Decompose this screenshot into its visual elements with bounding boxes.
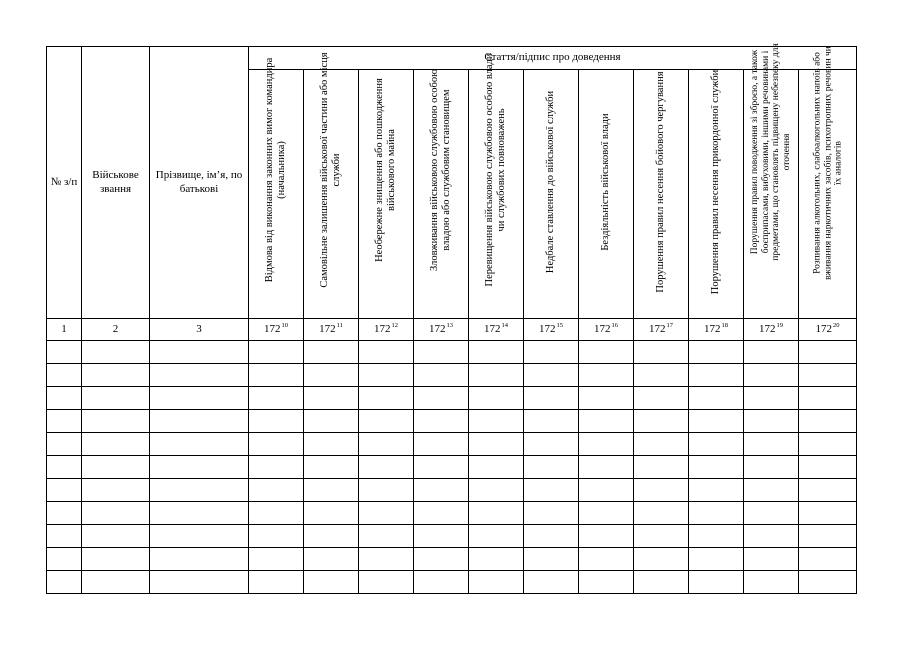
table-cell[interactable]	[304, 364, 359, 387]
table-cell[interactable]	[744, 479, 799, 502]
roster-table	[46, 43, 857, 594]
table-row	[47, 387, 857, 410]
article-suffix: 15	[556, 322, 563, 330]
table-row	[47, 341, 857, 364]
table-cell[interactable]	[469, 387, 524, 410]
table-cell[interactable]	[82, 571, 150, 594]
table-cell[interactable]	[469, 571, 524, 594]
article-header-8	[634, 70, 689, 319]
table-cell[interactable]	[150, 410, 249, 433]
table-cell[interactable]	[359, 571, 414, 594]
table-cell[interactable]	[689, 410, 744, 433]
table-cell[interactable]	[249, 387, 304, 410]
table-cell[interactable]	[414, 387, 469, 410]
table-cell[interactable]	[150, 387, 249, 410]
table-cell[interactable]	[744, 410, 799, 433]
table-cell[interactable]	[304, 502, 359, 525]
table-cell[interactable]	[799, 479, 857, 502]
table-cell[interactable]	[524, 410, 579, 433]
table-cell[interactable]	[47, 433, 82, 456]
table-row	[47, 571, 857, 594]
table-cell[interactable]	[634, 341, 689, 364]
table-cell[interactable]	[304, 341, 359, 364]
table-row	[47, 479, 857, 502]
table-cell[interactable]	[469, 410, 524, 433]
table-cell[interactable]	[82, 548, 150, 571]
table-cell[interactable]	[689, 387, 744, 410]
table-cell[interactable]	[150, 502, 249, 525]
table-cell[interactable]	[524, 502, 579, 525]
table-cell[interactable]	[799, 571, 857, 594]
table-cell[interactable]	[414, 364, 469, 387]
table-cell[interactable]	[524, 456, 579, 479]
article-title-4: Зловживання військовою службовою особою владою або службовим становищем	[429, 69, 452, 271]
article-number-3	[359, 319, 414, 341]
article-suffix: 20	[833, 322, 840, 330]
table-cell[interactable]	[82, 387, 150, 410]
table-cell[interactable]	[524, 387, 579, 410]
table-cell[interactable]	[150, 548, 249, 571]
table-cell[interactable]	[414, 433, 469, 456]
table-cell[interactable]	[579, 479, 634, 502]
table-cell[interactable]	[249, 410, 304, 433]
table-cell[interactable]	[47, 341, 82, 364]
table-cell[interactable]	[579, 387, 634, 410]
table-cell[interactable]	[150, 364, 249, 387]
table-cell[interactable]	[744, 364, 799, 387]
table-cell[interactable]	[469, 479, 524, 502]
table-cell[interactable]	[524, 364, 579, 387]
table-cell[interactable]	[799, 364, 857, 387]
table-cell[interactable]	[579, 502, 634, 525]
article-header-6	[524, 70, 579, 319]
table-cell[interactable]	[689, 548, 744, 571]
table-cell[interactable]	[304, 433, 359, 456]
table-cell[interactable]	[150, 456, 249, 479]
table-cell[interactable]	[82, 364, 150, 387]
table-cell[interactable]	[414, 525, 469, 548]
table-cell[interactable]	[799, 433, 857, 456]
article-base: 172	[374, 323, 391, 336]
article-suffix: 18	[721, 322, 728, 330]
table-cell[interactable]	[469, 341, 524, 364]
article-base: 172	[319, 323, 336, 336]
table-cell[interactable]	[634, 571, 689, 594]
article-title-10: Порушення правил поводження зі зброєю, а також боєприпасами, вибуховими, іншими речовинами і предметами, що становлять підвищену небезпеку для оточення	[750, 43, 792, 261]
table-cell[interactable]	[150, 433, 249, 456]
header-rank-text: Військове звання	[92, 168, 139, 195]
table-cell[interactable]	[304, 479, 359, 502]
article-number-5	[469, 319, 524, 341]
table-cell[interactable]	[524, 433, 579, 456]
table-cell[interactable]	[249, 548, 304, 571]
col-number-2: 2	[82, 319, 150, 341]
article-suffix: 14	[501, 322, 508, 330]
table-cell[interactable]	[414, 456, 469, 479]
article-number-2	[304, 319, 359, 341]
article-base: 172	[594, 323, 611, 336]
col-number-3: 3	[150, 319, 249, 341]
header-articles-group-text: Стаття/підпис про доведення	[484, 51, 621, 64]
table-cell[interactable]	[634, 502, 689, 525]
header-full-name-text: Прізвище, ім’я, по батькові	[155, 168, 243, 195]
table-cell[interactable]	[689, 525, 744, 548]
table-cell[interactable]	[634, 433, 689, 456]
table-cell[interactable]	[744, 456, 799, 479]
article-title-8: Порушення правил несення бойового чергування	[655, 71, 666, 293]
table-cell[interactable]	[359, 433, 414, 456]
table-cell[interactable]	[47, 525, 82, 548]
table-cell[interactable]	[359, 479, 414, 502]
table-cell[interactable]	[469, 548, 524, 571]
article-suffix: 17	[666, 322, 673, 330]
article-number-11	[799, 319, 857, 341]
table-cell[interactable]	[47, 387, 82, 410]
table-cell[interactable]	[150, 571, 249, 594]
table-cell[interactable]	[524, 479, 579, 502]
table-cell[interactable]	[359, 341, 414, 364]
table-cell[interactable]	[579, 571, 634, 594]
table-cell[interactable]	[634, 456, 689, 479]
article-suffix: 11	[336, 322, 343, 330]
article-number-9	[689, 319, 744, 341]
table-cell[interactable]	[469, 525, 524, 548]
table-cell[interactable]	[689, 456, 744, 479]
table-cell[interactable]	[82, 525, 150, 548]
table-cell[interactable]	[414, 341, 469, 364]
table-cell[interactable]	[414, 410, 469, 433]
article-base: 172	[539, 323, 556, 336]
table-cell[interactable]	[47, 456, 82, 479]
table-cell[interactable]	[689, 341, 744, 364]
table-cell[interactable]	[469, 456, 524, 479]
table-cell[interactable]	[524, 341, 579, 364]
table-cell[interactable]	[304, 571, 359, 594]
table-cell[interactable]	[47, 502, 82, 525]
article-title-6: Недбале ставлення до військової служби	[545, 90, 556, 274]
table-cell[interactable]	[150, 479, 249, 502]
article-title-5: Перевищення військовою службовою особою влади чи службових повноважень	[484, 53, 507, 287]
table-cell[interactable]	[82, 502, 150, 525]
article-number-6	[524, 319, 579, 341]
col-number-1: 1	[47, 319, 82, 341]
table-row	[47, 410, 857, 433]
article-number-1	[249, 319, 304, 341]
table-cell[interactable]	[359, 548, 414, 571]
table-cell[interactable]	[799, 548, 857, 571]
table-cell[interactable]	[689, 364, 744, 387]
table-cell[interactable]	[799, 387, 857, 410]
table-cell[interactable]	[799, 525, 857, 548]
table-cell[interactable]	[799, 456, 857, 479]
article-suffix: 16	[611, 322, 618, 330]
table-cell[interactable]	[744, 433, 799, 456]
table-cell[interactable]	[634, 364, 689, 387]
table-cell[interactable]	[579, 433, 634, 456]
article-number-8	[634, 319, 689, 341]
article-header-5	[469, 53, 524, 319]
header-number	[47, 47, 82, 319]
table-cell[interactable]	[579, 341, 634, 364]
table-cell[interactable]	[304, 525, 359, 548]
article-header-10	[744, 43, 799, 319]
header-full-name	[150, 47, 249, 319]
table-cell[interactable]	[469, 502, 524, 525]
table-cell[interactable]	[249, 571, 304, 594]
table-cell[interactable]	[82, 410, 150, 433]
table-row	[47, 548, 857, 571]
table-cell[interactable]	[744, 525, 799, 548]
table-cell[interactable]	[304, 548, 359, 571]
table-cell[interactable]	[524, 548, 579, 571]
article-title-1: Відмова від виконання законних вимог командира (начальника)	[264, 57, 287, 283]
table-cell[interactable]	[359, 410, 414, 433]
table-cell[interactable]	[689, 571, 744, 594]
table-cell[interactable]	[249, 479, 304, 502]
table-cell[interactable]	[414, 548, 469, 571]
table-cell[interactable]	[799, 341, 857, 364]
article-suffix: 19	[776, 322, 783, 330]
table-cell[interactable]	[359, 387, 414, 410]
table-cell[interactable]	[744, 571, 799, 594]
table-cell[interactable]	[689, 479, 744, 502]
table-cell[interactable]	[634, 479, 689, 502]
table-cell[interactable]	[249, 456, 304, 479]
table-cell[interactable]	[249, 433, 304, 456]
table-cell[interactable]	[469, 364, 524, 387]
table-cell[interactable]	[359, 364, 414, 387]
table-cell[interactable]	[524, 525, 579, 548]
table-cell[interactable]	[150, 525, 249, 548]
article-title-9: Порушення правил несення прикордонної служби	[710, 69, 721, 295]
table-cell[interactable]	[304, 410, 359, 433]
table-cell[interactable]	[579, 364, 634, 387]
table-row	[47, 433, 857, 456]
article-base: 172	[484, 323, 501, 336]
table-cell[interactable]	[47, 479, 82, 502]
table-cell[interactable]	[579, 456, 634, 479]
table-row	[47, 456, 857, 479]
article-number-10	[744, 319, 799, 341]
header-number-text: № з/п	[50, 175, 78, 188]
numbering-row	[47, 319, 857, 341]
article-header-7	[579, 70, 634, 319]
table-cell[interactable]	[47, 571, 82, 594]
table-cell[interactable]	[634, 525, 689, 548]
article-title-7: Бездіяльність військової влади	[600, 113, 611, 251]
table-cell[interactable]	[249, 502, 304, 525]
table-cell[interactable]	[359, 456, 414, 479]
table-row	[47, 502, 857, 525]
table-cell[interactable]	[799, 410, 857, 433]
table-cell[interactable]	[82, 479, 150, 502]
table-cell[interactable]	[359, 502, 414, 525]
article-title-11: Розпивання алкогольних, слабоалкогольних напоїв або вживання наркотичних засобів, психотропних речовин чи їх аналогів	[811, 45, 843, 280]
article-suffix: 10	[281, 322, 288, 330]
table-cell[interactable]	[304, 456, 359, 479]
article-suffix: 12	[391, 322, 398, 330]
table-cell[interactable]	[689, 433, 744, 456]
article-title-3: Необережне знищення або пошкодження військового майна	[374, 78, 397, 262]
article-base: 172	[649, 323, 666, 336]
article-number-7	[579, 319, 634, 341]
table-cell[interactable]	[359, 525, 414, 548]
article-header-2	[304, 52, 359, 319]
table-cell[interactable]	[47, 410, 82, 433]
article-base: 172	[759, 323, 776, 336]
table-cell[interactable]	[150, 341, 249, 364]
table-cell[interactable]	[634, 548, 689, 571]
table-cell[interactable]	[414, 502, 469, 525]
table-cell[interactable]	[249, 525, 304, 548]
table-cell[interactable]	[579, 525, 634, 548]
table-cell[interactable]	[579, 410, 634, 433]
table-cell[interactable]	[634, 387, 689, 410]
table-cell[interactable]	[414, 571, 469, 594]
article-header-4	[414, 70, 469, 319]
table-cell[interactable]	[744, 548, 799, 571]
table-cell[interactable]	[82, 341, 150, 364]
table-cell[interactable]	[744, 502, 799, 525]
table-cell[interactable]	[634, 410, 689, 433]
article-number-4	[414, 319, 469, 341]
article-suffix: 13	[446, 322, 453, 330]
table-cell[interactable]	[579, 548, 634, 571]
table-cell[interactable]	[414, 479, 469, 502]
table-cell[interactable]	[304, 387, 359, 410]
table-cell[interactable]	[744, 341, 799, 364]
table-row	[47, 364, 857, 387]
article-header-1	[249, 57, 304, 319]
article-header-11	[799, 45, 857, 319]
table-cell[interactable]	[47, 548, 82, 571]
table-row	[47, 525, 857, 548]
article-header-3	[359, 70, 414, 319]
table-cell[interactable]	[47, 364, 82, 387]
article-base: 172	[704, 323, 721, 336]
table-cell[interactable]	[744, 387, 799, 410]
article-title-2: Самовільне залишення військової частини або місця служби	[319, 52, 342, 288]
table-cell[interactable]	[82, 433, 150, 456]
table-cell[interactable]	[524, 571, 579, 594]
table-cell[interactable]	[799, 502, 857, 525]
article-base: 172	[815, 323, 833, 336]
article-header-9	[689, 70, 744, 319]
article-base: 172	[264, 323, 281, 336]
header-rank	[82, 47, 150, 319]
table-cell[interactable]	[689, 502, 744, 525]
table-cell[interactable]	[249, 341, 304, 364]
table-cell[interactable]	[469, 433, 524, 456]
table-cell[interactable]	[249, 364, 304, 387]
article-base: 172	[429, 323, 446, 336]
table-cell[interactable]	[82, 456, 150, 479]
